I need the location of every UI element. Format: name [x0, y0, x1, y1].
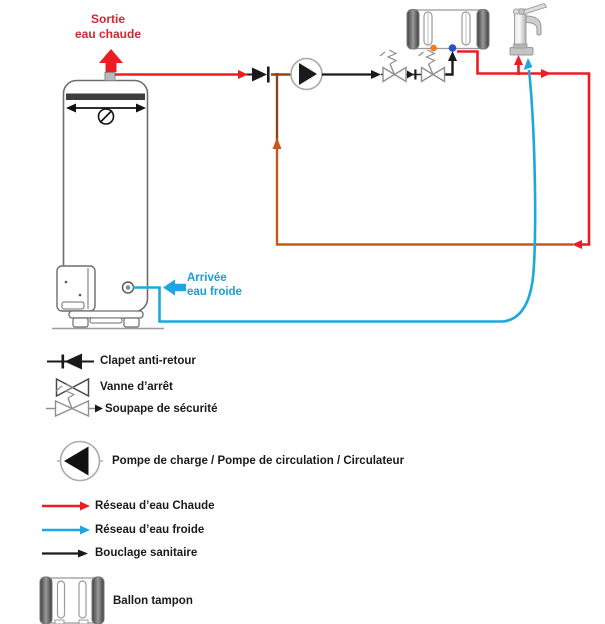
cold-inlet-port	[123, 282, 134, 293]
legend-buffer-tank-icon	[40, 577, 104, 624]
legend-hot-line-icon	[42, 502, 90, 511]
hot-outlet-label	[52, 12, 164, 42]
legend-label-pump: Pompe de charge / Pompe de circulation / Circulateur	[112, 455, 405, 467]
check-valve-icon	[246, 67, 270, 83]
hot-outlet-nipple	[105, 73, 115, 81]
hot-outlet-label-line1: Sortie	[90, 12, 125, 26]
tank-loop-port	[449, 44, 457, 52]
safety-valve-icon	[380, 50, 406, 82]
sanitary-loop-pipe-dark	[271, 73, 291, 144]
mini-check-valve-icon	[407, 70, 417, 80]
hot-water-pipes	[99, 49, 589, 249]
heater-base	[69, 311, 143, 327]
legend-label-cold-network: Réseau d’eau froide	[95, 524, 205, 536]
cold-inlet-label	[187, 271, 242, 299]
water-heater	[57, 73, 148, 328]
loop-up-arrow	[273, 138, 282, 150]
legend-label-safety-valve: Soupape de sécurité	[105, 403, 218, 415]
cold-inlet-block-arrow	[163, 280, 186, 296]
legend-label-check-valve: Clapet anti-retour	[100, 355, 196, 367]
faucet	[510, 4, 547, 56]
legend-cold-line-icon	[42, 526, 90, 535]
tank-hot-port	[430, 45, 437, 52]
hot-return-arrow	[572, 240, 582, 249]
legend-label-shutoff-valve: Vanne d’arrêt	[100, 381, 173, 393]
loop-flow-arrow	[371, 70, 381, 79]
legend-pump-icon	[57, 442, 103, 481]
circulation-pump-icon	[291, 59, 322, 90]
sanitary-loop-pipe-return	[273, 138, 574, 245]
hot-to-tap-arrow	[514, 55, 523, 65]
cold-inlet-label-line1: Arrivée	[187, 272, 227, 284]
buffer-tank	[407, 10, 489, 52]
hot-outlet-block-arrow	[99, 49, 123, 72]
cold-to-tap-arrow	[524, 58, 533, 70]
legend-label-hot-network: Réseau d’eau Chaude	[95, 500, 215, 512]
cold-inlet-label-line2: eau froide	[187, 286, 242, 298]
legend-check-valve-icon	[47, 354, 94, 370]
control-box	[57, 266, 95, 311]
loop-to-tank-arrow	[448, 51, 457, 61]
legend-loop-line-icon	[42, 550, 88, 558]
hot-outlet-label-line2: eau chaude	[74, 27, 142, 41]
legend-label-sanitary-loop: Bouclage sanitaire	[95, 547, 198, 559]
safety-valve-icon-2	[419, 50, 445, 82]
legend-label-buffer-tank: Ballon tampon	[113, 595, 193, 607]
